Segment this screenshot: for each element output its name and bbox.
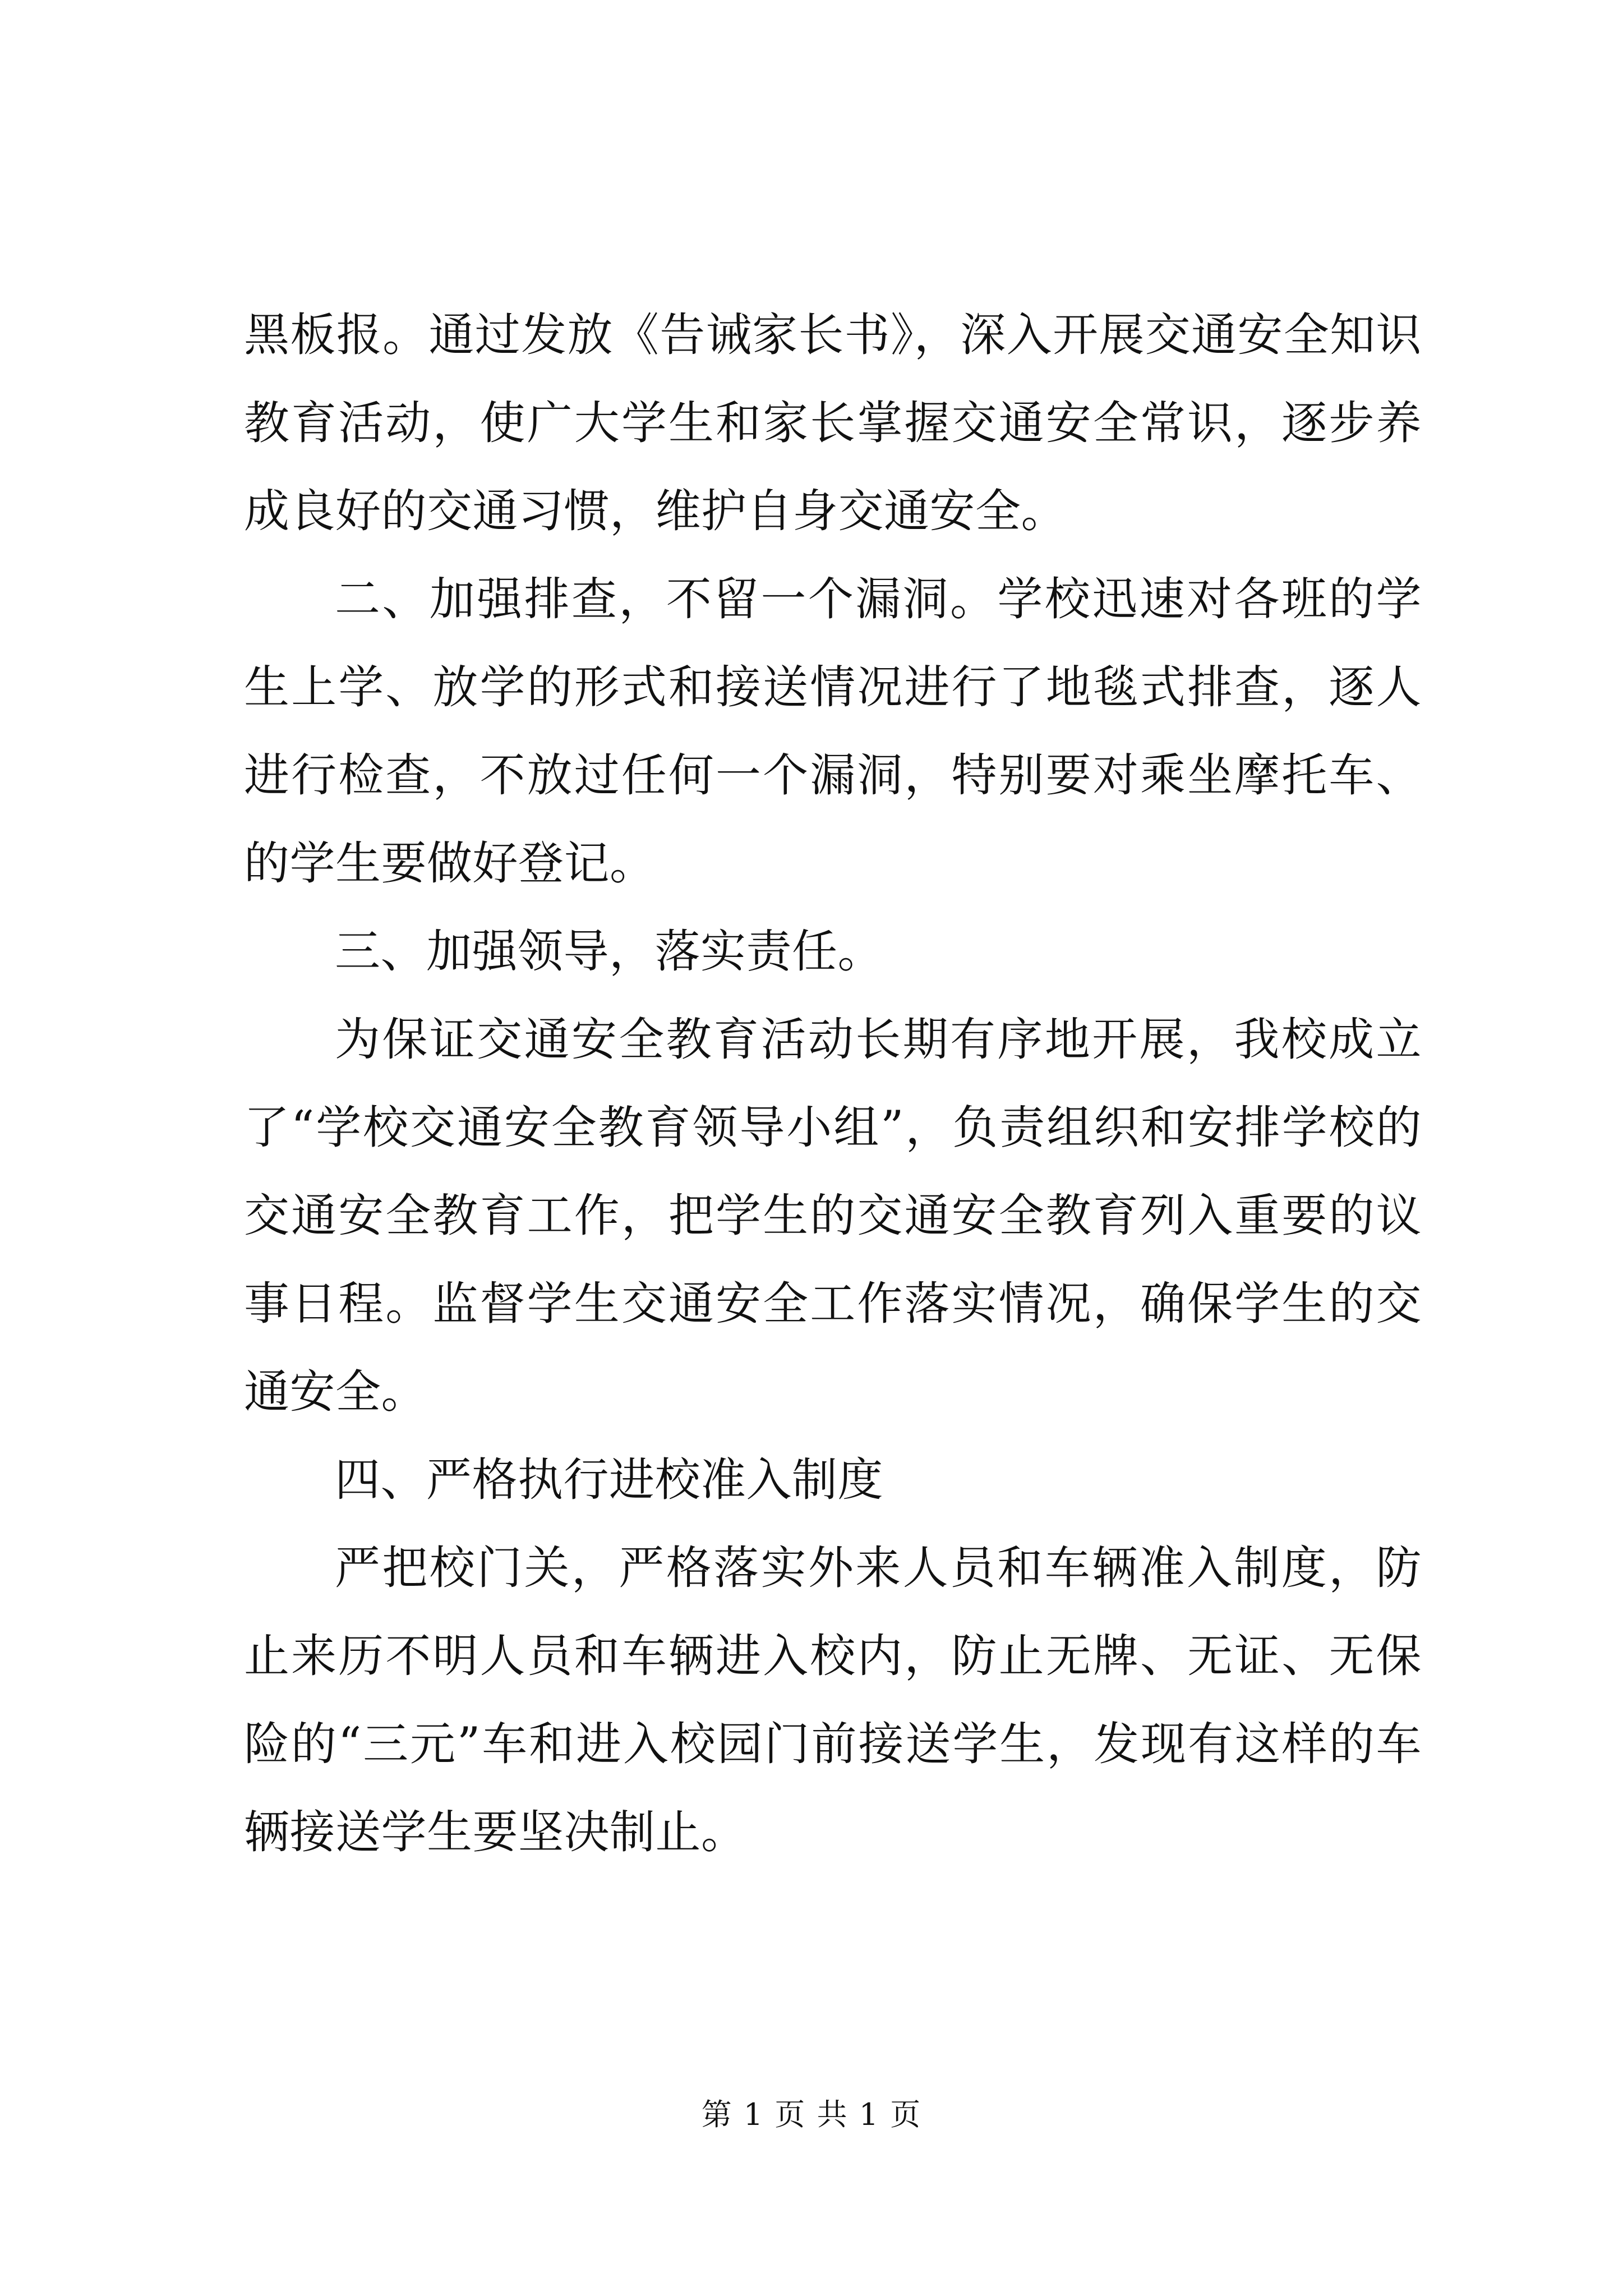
paragraph-6: 严把校门关，严格落实外来人员和车辆准入制度，防止来历不明人员和车辆进入校内，防止无牌、无证、无保险的“三元”车和进入校园门前接送学生，发现有这样的车辆接送学生要坚决制止。: [244, 1542, 1422, 1859]
page-number-footer: 第 1 页 共 1 页: [701, 2097, 922, 2132]
paragraph-2: 二、加强排查，不留一个漏洞。学校迅速对各班的学生上学、放学的形式和接送情况进行了地毯式排查，逐人进行检查，不放过任何一个漏洞，特别要对乘坐摩托车、的学生要做好登记。: [244, 573, 1422, 890]
paragraph-5-heading: 四、严格执行进校准入制度: [335, 1454, 884, 1507]
paragraph-3-heading: 三、加强领导，落实责任。: [335, 926, 884, 978]
document-body: [244, 292, 1422, 1877]
paragraph-4: 为保证交通安全教育活动长期有序地开展，我校成立了“学校交通安全教育领导小组”，负责组织和安排学校的交通安全教育工作，把学生的交通安全教育列入重要的议事日程。监督学生交通安全工作落实情况，确保学生的交通安全。: [244, 1014, 1422, 1419]
paragraph-1: 黑板报。通过发放《告诫家长书》，深入开展交通安全知识教育活动，使广大学生和家长掌握交通安全常识，逐步养成良好的交通习惯，维护自身交通安全。: [244, 309, 1422, 538]
